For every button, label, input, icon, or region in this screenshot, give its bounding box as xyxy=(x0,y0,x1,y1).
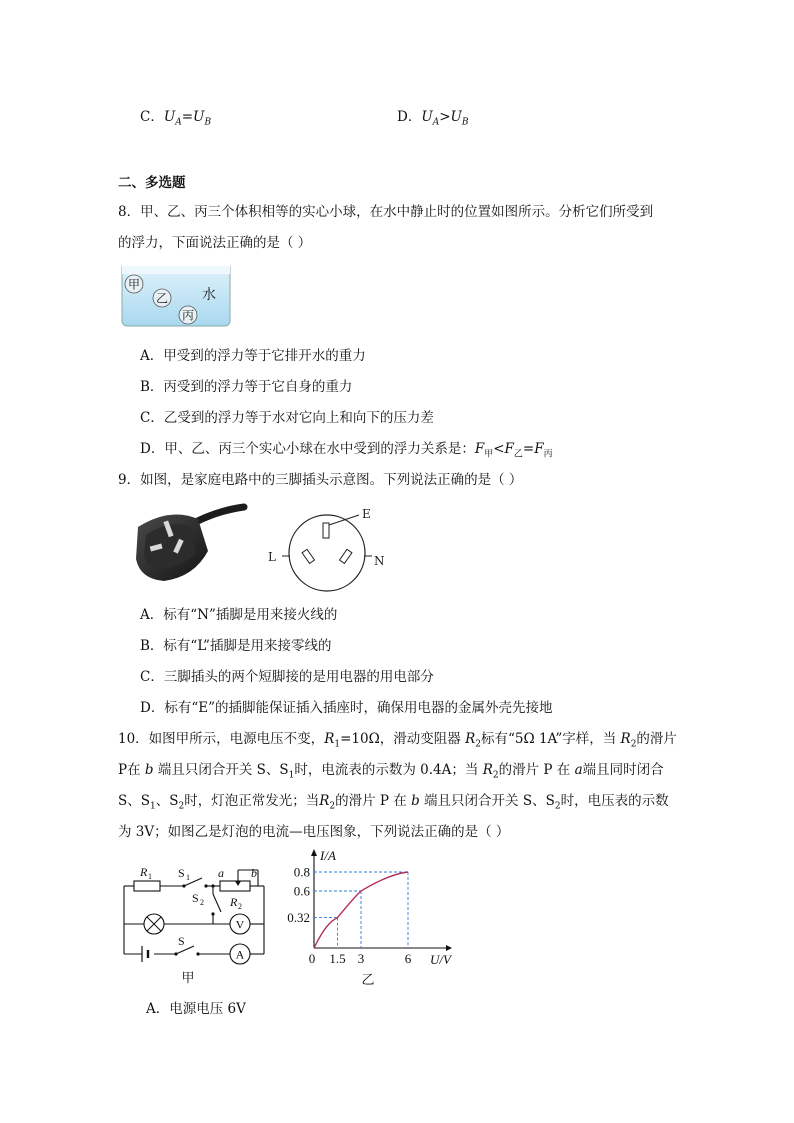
q10-l1b: =10Ω，滑动变阻器 xyxy=(340,731,461,747)
f-symbol: F xyxy=(534,441,544,457)
q10-l1d: 的滑片 xyxy=(636,731,677,747)
s-label: S xyxy=(178,934,185,948)
label-n: N xyxy=(374,554,385,568)
pin-n xyxy=(340,549,352,563)
q8-stem-line2: 的浮力，下面说法正确的是（ ） xyxy=(118,235,312,251)
y-axis-label: I/A xyxy=(320,848,336,863)
s2-label: S xyxy=(192,891,199,905)
y-tick-label: 0.6 xyxy=(293,883,310,899)
x-axis-arrow xyxy=(446,945,452,951)
q10-line3: S、$S_1$、$S_2$时，灯泡正常发光；当$R_2$的滑片 P 在 b 端且只闭合开关 S、$S_2$时，电压表的示数 xyxy=(118,793,669,812)
q7-option-c: C．$U_A=U_B$ xyxy=(140,109,212,128)
label-e: E xyxy=(362,507,371,521)
q10-l3f: 时，电压表的示数 xyxy=(560,793,669,809)
q9-option-a: A．标有“N”插脚是用来接火线的 xyxy=(140,607,338,623)
y-tick-label: 0.32 xyxy=(287,910,310,926)
ammeter-label: A xyxy=(235,947,245,962)
pin-e xyxy=(323,523,329,538)
q10-l2d: 的滑片 P 在 xyxy=(498,762,571,778)
plug-photo xyxy=(130,497,248,585)
y-axis-arrow xyxy=(311,849,317,856)
label-l: L xyxy=(268,550,276,564)
f-symbol: F xyxy=(474,441,485,457)
q7-option-d-label: D． xyxy=(397,109,422,125)
q10-l3a: S、S xyxy=(118,793,150,809)
circuit-caption: 甲 xyxy=(181,970,195,985)
x-tick-label: 6 xyxy=(404,951,412,966)
q10-line4: 为 3V；如图乙是灯泡的电流—电压图象，下列说法正确的是（ ） xyxy=(118,824,510,840)
y-tick-label: 0.8 xyxy=(293,864,310,880)
q10-l2c: 时，电流表的示数为 0.4A；当 xyxy=(294,762,479,778)
q8-option-d-text: D．甲、乙、丙三个实心小球在水中受到的浮力关系是： xyxy=(140,441,475,457)
q10-l3b: 、S xyxy=(155,793,179,809)
q8-option-d xyxy=(140,437,553,460)
q8-option-b: B．丙受到的浮力等于它自身的重力 xyxy=(140,379,353,395)
q9-option-c: C．三脚插头的两个短脚接的是用电器的用电部分 xyxy=(140,669,434,685)
lt-sign: < xyxy=(493,441,505,457)
plug-diagram xyxy=(262,503,392,593)
s1-sub: 1 xyxy=(186,873,190,882)
f-symbol: F xyxy=(504,441,514,457)
eq-sign: = xyxy=(522,441,535,457)
b-label: b xyxy=(251,866,257,880)
q10-l1c: 标有“5Ω 1A”字样，当 xyxy=(480,731,617,747)
pin-l xyxy=(302,549,314,563)
graph-caption: 乙 xyxy=(361,972,375,987)
r1-sub: 1 xyxy=(148,872,152,881)
q10-line2: P在 b 端且只闭合开关 S、$S_1$时，电流表的示数为 0.4A；当 $R_2$的滑片 P 在 a端且同时闭合 xyxy=(118,762,664,781)
q9-option-b: B．标有“L”插脚是用来接零线的 xyxy=(140,638,332,654)
f-sub-bing: 丙 xyxy=(543,449,553,460)
voltmeter-label: V xyxy=(235,917,245,932)
q10-l3d: 的滑片 P 在 xyxy=(335,793,407,809)
circuit-diagram xyxy=(118,856,278,986)
x-tick-label: 3 xyxy=(357,951,365,966)
q10-l2b: 端且只闭合开关 S、S xyxy=(157,762,289,778)
q8-stem-line1: 8．甲、乙、丙三个体积相等的实心小球，在水中静止时的位置如图所示。分析它们所受到 xyxy=(118,204,654,220)
q8-water-figure xyxy=(120,262,232,328)
ball-bing-label: 丙 xyxy=(181,308,195,323)
q10-l3c: 时，灯泡正常发光；当 xyxy=(184,793,320,809)
ball-jia-label: 甲 xyxy=(127,277,141,292)
q10-line1: 10．如图甲所示，电源电压不变，$R_1=10\Omega$，滑动变阻器 $R_2$标有“5Ω 1A”字样，当 $R_2$的滑片 xyxy=(118,731,677,750)
x-tick-label: 0 xyxy=(308,951,316,966)
q9-stem: 9．如图，是家庭电路中的三脚插头示意图。下列说法正确的是（ ） xyxy=(118,472,523,488)
s1-label: S xyxy=(178,866,185,880)
q8-option-c: C．乙受到的浮力等于水对它向上和向下的压力差 xyxy=(140,410,434,426)
r1-label: R xyxy=(140,865,148,879)
q8-option-a: A．甲受到的浮力等于它排开水的重力 xyxy=(140,348,366,364)
q10-l3e: 端且只闭合开关 S、S xyxy=(424,793,555,809)
x-axis-label: U/V xyxy=(430,952,451,967)
water-label: 水 xyxy=(202,287,216,303)
r2-label: R xyxy=(230,895,238,909)
q9-option-d: D．标有“E”的插脚能保证插入插座时，确保用电器的金属外壳先接地 xyxy=(140,700,553,716)
ball-yi-label: 乙 xyxy=(155,291,169,306)
x-tick-label: 1.5 xyxy=(329,951,346,966)
section-title: 二、多选题 xyxy=(118,175,186,191)
q10-l1a: 10．如图甲所示，电源电压不变， xyxy=(118,731,325,747)
f-sub-yi: 乙 xyxy=(513,449,523,460)
r2-sub: 2 xyxy=(238,902,242,911)
q7-option-c-label: C． xyxy=(140,109,164,125)
a-label: a xyxy=(218,866,224,880)
iu-graph xyxy=(287,846,466,987)
q7-option-d: D．$U_A>U_B$ xyxy=(397,109,469,128)
s2-sub: 2 xyxy=(200,898,204,907)
q10-l2a: P在 xyxy=(118,762,141,778)
q10-l2e: 端且同时闭合 xyxy=(582,762,664,778)
f-sub-jia: 甲 xyxy=(484,449,494,460)
q10-option-a: A．电源电压 6V xyxy=(146,1001,246,1017)
